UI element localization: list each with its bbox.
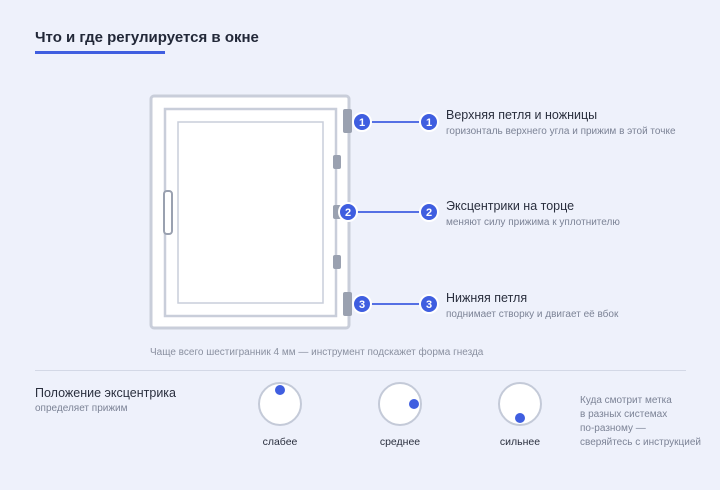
note-line: сверяйтесь с инструкцией [580, 437, 701, 448]
dial-mark [275, 385, 285, 395]
note-line: Куда смотрит метка [580, 395, 672, 406]
callout-subtitle: меняют силу прижима к уплотнителю [446, 217, 620, 228]
dial-mark [409, 399, 419, 409]
marker-3-on-window [353, 295, 371, 313]
marker-1-on-window [353, 113, 371, 131]
eccentric-dial [498, 382, 542, 426]
svg-text:3: 3 [425, 299, 433, 311]
dial-label: среднее [379, 436, 421, 448]
eccentric-section-title: Положение эксцентрика [35, 386, 176, 400]
note-line: по-разному — [580, 423, 646, 434]
svg-text:1: 1 [425, 117, 433, 129]
marker-2-callout [420, 203, 438, 221]
eccentric-section-subtitle: определяет прижим [35, 403, 128, 414]
dial-mark [515, 413, 525, 423]
tool-caption: Чаще всего шестигранник 4 мм — инструмент подскажет форма гнезда [150, 347, 484, 358]
marker-1-callout [420, 113, 438, 131]
eccentric-note [580, 394, 701, 450]
marker-3-callout [420, 295, 438, 313]
page-title: Что и где регулируется в окне [35, 29, 259, 46]
callout-top-hinge [446, 108, 676, 137]
callout-subtitle: поднимает створку и двигает её вбок [446, 309, 619, 320]
eccentric-dial [378, 382, 422, 426]
svg-text:1: 1 [358, 117, 366, 129]
window-handle [164, 191, 172, 234]
svg-text:3: 3 [358, 299, 366, 311]
dial-stronger [480, 382, 560, 448]
dial-weaker [240, 382, 320, 448]
svg-text:2: 2 [344, 207, 352, 219]
callout-eccentrics [446, 199, 620, 228]
bottom-hinge [343, 292, 352, 316]
callout-title: Нижняя петля [446, 291, 528, 305]
eccentric-lower [333, 255, 341, 269]
callout-bottom-hinge [446, 291, 618, 320]
window-glass [178, 122, 323, 303]
dial-medium [360, 382, 440, 448]
dial-label: сильнее [499, 436, 541, 448]
marker-2-on-window [339, 203, 357, 221]
top-hinge [343, 109, 352, 133]
note-line: в разных системах [580, 409, 668, 420]
section-divider [35, 370, 686, 371]
callout-title: Эксцентрики на торце [446, 199, 575, 213]
eccentric-upper [333, 155, 341, 169]
svg-text:2: 2 [425, 207, 433, 219]
dial-label: слабее [262, 436, 298, 448]
callout-title: Верхняя петля и ножницы [446, 108, 598, 122]
callout-subtitle: горизонталь верхнего угла и прижим в этой точке [446, 126, 676, 137]
eccentric-dial [258, 382, 302, 426]
